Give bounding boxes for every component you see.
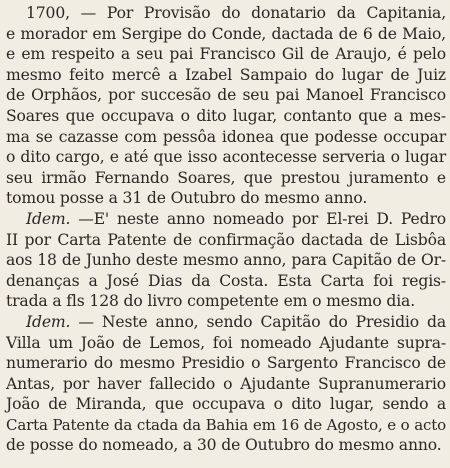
text-line: II por Carta Patente de confirmação dactada de Lisbôa (6, 230, 446, 249)
text-line: o dito cargo, e até que isso acontecesse serveria o lugar (6, 148, 446, 167)
text-line: Antas, por haver fallecido o Ajudante Supranumerario (6, 374, 446, 393)
text-line: 1700, — Por Provisão do donatario da Capitania, (26, 4, 446, 22)
text-line: Carta Patente da ctada da Bahia em 16 de Agosto, e o acto (6, 415, 446, 434)
text-line: de posse do nomeado, a 30 de Outubro do mesmo anno. (6, 436, 442, 455)
text-line: trada a fls 128 do livro competente em o mesmo dia. (6, 292, 416, 311)
line-text: — Neste anno, sendo Capitão do Presidio da (70, 312, 446, 331)
text-line: tomou posse a 31 de Outubro do mesmo anno. (6, 189, 368, 208)
text-line: mesmo feito mercê a Izabel Sampaio do lugar de Juiz (6, 65, 446, 84)
text-line: Villa um João de Lemos, foi nomeado Ajudante supra- (6, 333, 446, 352)
idem-lead: Idem. (26, 312, 71, 331)
paragraph-idem-ajudante (6, 312, 446, 456)
text-line: aos 18 de Junho deste mesmo anno, para Capitão de Or- (6, 251, 446, 270)
text-line: denanças a José Dias da Costa. Esta Carta foi regis- (6, 271, 446, 290)
text-line: ma se cazasse com pessôa idonea que podesse occupar (6, 127, 446, 146)
text-line: de Orphãos, por succesão de seu pai Manoel Francisco (6, 86, 446, 105)
text-line: e morador em Sergipe do Conde, dactada de 6 de Maio, (6, 24, 446, 43)
idem-lead: Idem. (26, 209, 71, 228)
text-line: Soares que occupava o dito lugar, contanto que a mes- (6, 106, 446, 125)
text-line (6, 312, 446, 333)
text-line: e em respeito a seu pai Francisco Gil de Araujo, é pelo (6, 45, 446, 64)
text-line: numerario do mesmo Presidio o Sargento Francisco de (6, 354, 446, 373)
paragraph-idem-capitao (6, 209, 446, 312)
line-text: —E' neste anno nomeado por El-rei D. Pedro (70, 209, 446, 228)
paragraph-provisao-1700 (6, 3, 446, 209)
text-line (6, 209, 446, 230)
text-line: João de Miranda, que occupava o dito lugar, sendo a (6, 395, 446, 414)
text-line: seu irmão Fernando Soares, que prestou juramento e (6, 168, 446, 187)
